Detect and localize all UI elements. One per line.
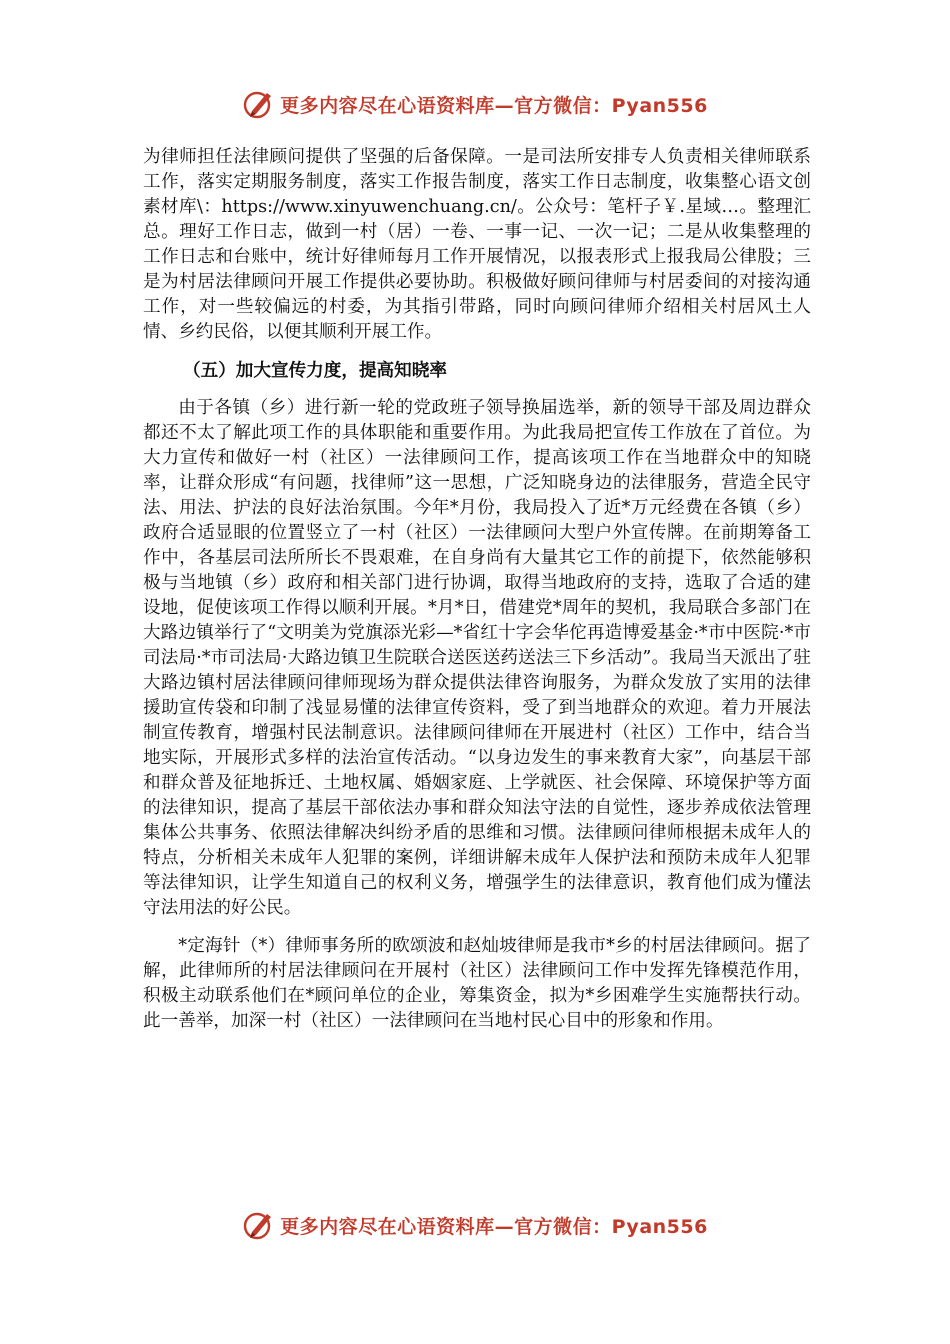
document-body: [143, 145, 811, 1034]
banner-text: 更多内容尽在心语资料库—官方微信：Pyan556: [280, 94, 708, 117]
paragraph-2: 由于各镇（乡）进行新一轮的党政班子领导换届选举，新的领导干部及周边群众都还不太了解此项工作的具体职能和重要作用。为此我局把宣传工作放在了首位。为大力宣传和做好一村（社区）一法律顾问工作，提高该项工作在当地群众中的知晓率，让群众形成“有问题，找律师”这一思想，广泛知晓身边的法律服务，营造全民守法、用法、护法的良好法治氛围。今年*月份，我局投入了近*万元经费在各镇（乡）政府合适显眼的位置竖立了一村（社区）一法律顾问大型户外宣传牌。在前期筹备工作中，各基层司法所所长不畏艰难，在自身尚有大量其它工作的前提下，依然能够积极与当地镇（乡）政府和相关部门进行协调，取得当地政府的支持，选取了合适的建设地，促使该项工作得以顺利开展。*月*日，借建党*周年的契机，我局联合多部门在大路边镇举行了“文明美为党旗添光彩—*省红十字会华佗再造博爱基金·*市中医院·*市司法局·*市司法局·大路边镇卫生院联合送医送药送法三下乡活动”。我局当天派出了驻大路边镇村居法律顾问律师现场为群众提供法律咨询服务，为群众发放了实用的法律援助宣传袋和印制了浅显易懂的法律宣传资料，受了到当地群众的欢迎。着力开展法制宣传教育，增强村民法制意识。法律顾问律师在开展进村（社区）工作中，结合当地实际，开展形式多样的法治宣传活动。“以身边发生的事来教育大家”，向基层干部和群众普及征地拆迁、土地权属、婚姻家庭、上学就医、社会保障、环境保护等方面的法律知识，提高了基层干部依法办事和群众知法守法的自觉性，逐步养成依法管理集体公共事务、依照法律解决纠纷矛盾的思维和习惯。法律顾问律师根据未成年人的特点，分析相关未成年人犯罪的案例，详细讲解未成年人保护法和预防未成年人犯罪等法律知识，让学生知道自己的权利义务，增强学生的法律意识，教育他们成为懂法守法用法的好公民。: [143, 398, 811, 918]
section-heading-5: （五）加大宣传力度，提高知晓率: [183, 361, 447, 381]
paragraph-3: *定海针（*）律师事务所的欧颂波和赵灿坡律师是我市*乡的村居法律顾问。据了解，此律师所的村居法律顾问在开展村（社区）法律顾问工作中发挥先锋模范作用，积极主动联系他们在*顾问单位的企业，筹集资金，拟为*乡困难学生实施帮扶行动。此一善举，加深一村（社区）一法律顾问在当地村民心目中的形象和作用。: [143, 936, 811, 1031]
paragraph-1: 为律师担任法律顾问提供了坚强的后备保障。一是司法所安排专人负责相关律师联系工作，落实定期服务制度，落实工作报告制度，落实工作日志制度，收集整心语文创素材库\：https://www.xinyuwenchuang.cn/。公众号：笔杆子￥.星域…。整理汇总。理好工作日志，做到一村（居）一卷、一事一记、一次一记；二是从收集整理的工作日志和台账中，统计好律师每月工作开展情况，以报表形式上报我局公律股；三是为村居法律顾问开展工作提供必要协助。积极做好顾问律师与村居委间的对接沟通工作，对一些较偏远的村委，为其指引带路，同时向顾问律师介绍相关村居风土人情、乡约民俗，以便其顺利开展工作。: [143, 147, 811, 342]
footer-banner[interactable]: [0, 1205, 950, 1245]
banner-text: 更多内容尽在心语资料库—官方微信：Pyan556: [280, 1215, 708, 1238]
header-banner[interactable]: [0, 84, 950, 124]
pen-logo-icon: [242, 87, 276, 121]
pen-logo-icon: [242, 1208, 276, 1242]
